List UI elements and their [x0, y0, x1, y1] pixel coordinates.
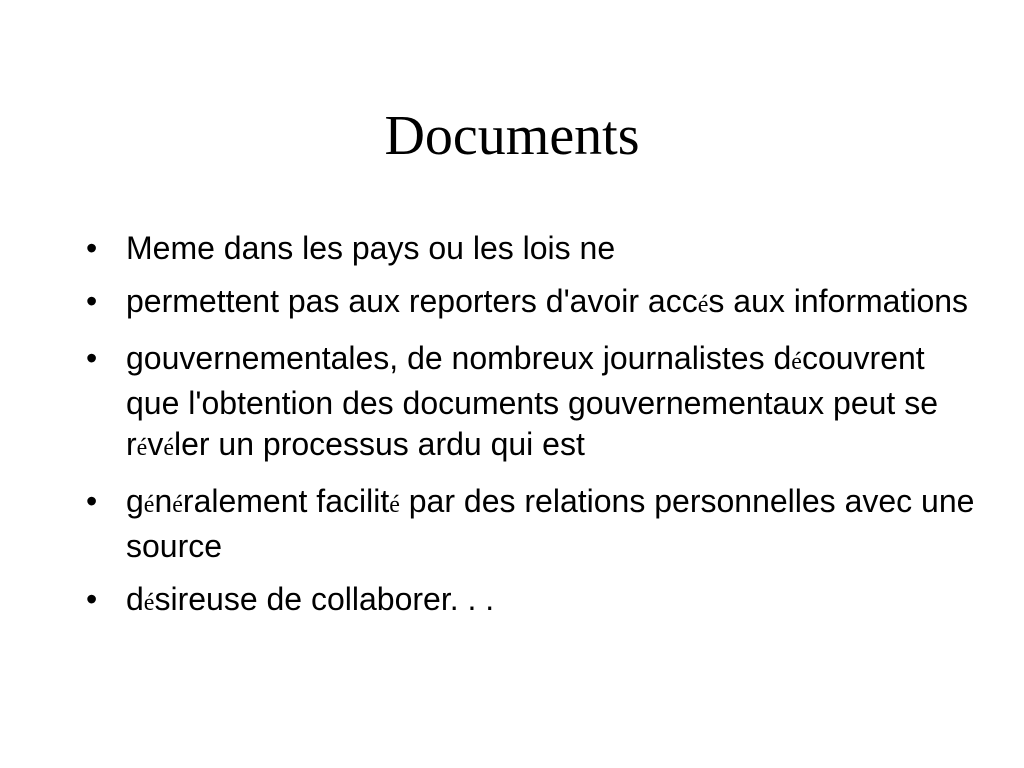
text-run: s aux informations: [708, 283, 969, 319]
bullet-icon: •: [86, 230, 98, 266]
bullet-icon: •: [86, 340, 98, 376]
text-run-accent: é: [791, 349, 802, 375]
bullet-item: [84, 579, 984, 624]
bullet-item: [84, 481, 984, 567]
text-run: n: [154, 483, 173, 519]
bullet-text: [126, 581, 494, 617]
text-run: gouvernementales, de nombreux journalistes d: [126, 340, 792, 376]
text-run-accent: é: [697, 292, 709, 318]
slide-title: Documents: [384, 105, 640, 167]
text-run: couvrent que l'obtention des documents gouvernementaux peut se r: [126, 340, 938, 462]
text-run: Meme dans les pays ou les lois ne: [126, 230, 616, 266]
text-run-accent: é: [143, 492, 155, 518]
text-run-accent: é: [136, 435, 148, 461]
text-run: sireuse de collaborer. . .: [154, 581, 495, 617]
text-run: permettent pas aux reporters d'avoir acc: [126, 283, 698, 319]
bullet-text: [126, 340, 938, 462]
bullet-list: [84, 228, 984, 636]
text-run: v: [147, 426, 164, 462]
bullet-text: [126, 283, 968, 319]
bullet-item: [84, 281, 984, 326]
bullet-icon: •: [86, 581, 98, 617]
bullet-icon: •: [86, 283, 98, 319]
text-run: par des relations personnelles avec une source: [126, 483, 975, 564]
text-run-accent: é: [172, 492, 183, 518]
text-run: d: [126, 581, 144, 617]
text-run-accent: é: [163, 435, 174, 461]
text-run-accent: é: [389, 492, 400, 518]
bullet-item: [84, 228, 984, 269]
text-run: g: [126, 483, 144, 519]
bullet-text: [126, 483, 974, 564]
bullet-text: [126, 230, 615, 266]
text-run: ralement facilit: [182, 483, 390, 519]
bullet-icon: •: [86, 483, 98, 519]
text-run-accent: é: [143, 590, 155, 616]
bullet-item: [84, 338, 984, 469]
text-run: ler un processus ardu qui est: [173, 426, 585, 462]
